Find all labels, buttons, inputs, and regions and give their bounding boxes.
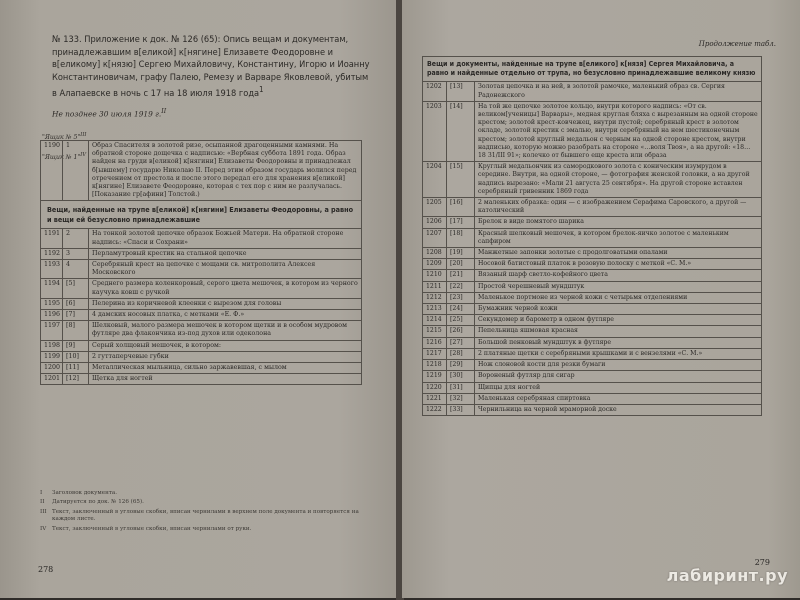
table-row	[423, 404, 762, 415]
table-row	[41, 340, 362, 351]
item-number: 1214	[423, 315, 447, 326]
table-row	[423, 304, 762, 315]
table-row	[423, 371, 762, 382]
item-number: 1197	[41, 321, 63, 340]
left-page	[0, 0, 398, 598]
item-index: [18]	[447, 228, 475, 247]
item-number: 1198	[41, 340, 63, 351]
table-row	[41, 310, 362, 321]
item-index: [8]	[63, 321, 89, 340]
item-number: 1202	[423, 82, 447, 101]
item-index: [13]	[447, 82, 475, 101]
footnote-mark: IV	[40, 525, 47, 532]
item-number: 1208	[423, 248, 447, 259]
table-row	[423, 326, 762, 337]
item-number: 1221	[423, 393, 447, 404]
item-index: [29]	[447, 360, 475, 371]
item-number: 1220	[423, 382, 447, 393]
item-number: 1209	[423, 259, 447, 270]
table-row	[41, 248, 362, 259]
right-page	[402, 0, 800, 598]
right-rows	[423, 82, 762, 416]
item-index: [26]	[447, 326, 475, 337]
table-row	[41, 363, 362, 374]
item-description: Образ Спасителя в золотой ризе, осыпанной драгоценными камнями. На обратной стороне дощечка с надписью: «Вербная суббота 1891 года. Образ найден на груди в[еликой] к[нягини] Елизаветы Феодоровны и принадлежал б[ывшему] государю Николаю II. Перед этим образом государь молился перед отречением от престола и после этого передал его для хранения в[еликой] к[нягине] Елизавете Феодоровне, которая с тех пор с ним не разлучалась. [Показание гр[афини] Толстой.)	[89, 141, 362, 201]
item-number: 1219	[423, 371, 447, 382]
table-row	[423, 248, 762, 259]
item-description: Вязаный шарф светло-кофейного цвета	[475, 270, 762, 281]
table-row	[41, 260, 362, 279]
item-index: [14]	[447, 101, 475, 161]
footnotes	[40, 490, 360, 535]
item-index: [30]	[447, 371, 475, 382]
item-description: Щетка для ногтей	[89, 374, 362, 385]
item-number: 1191	[41, 229, 63, 248]
section-header: Вещи и документы, найденные на трупе в[еликого] к[нязя] Сергея Михайловича, а равно и найденные отдельно от трупа, но безусловно принадлежавшие великому князю	[423, 57, 762, 82]
table-row	[423, 292, 762, 303]
item-index: [27]	[447, 337, 475, 348]
box-label-1: "Ящик № 1"$^{IV}$	[42, 152, 87, 162]
item-description: Золотая цепочка и на ней, в золотой рамочке, маленький образ св. Сергия Радонежского	[475, 82, 762, 101]
section-header-row	[423, 57, 762, 82]
table-row	[423, 101, 762, 161]
item-description: Пелерина из коричневой клеенки с вырезом для головы	[89, 298, 362, 309]
footnote-text: Текст, заключенный в угловые скобки, вписан чернилами от руки.	[52, 525, 252, 532]
item-index: [23]	[447, 292, 475, 303]
item-index: [24]	[447, 304, 475, 315]
table-row	[41, 279, 362, 298]
item-description: 2 гуттаперчевые губки	[89, 351, 362, 362]
item-number: 1196	[41, 310, 63, 321]
table-row	[423, 337, 762, 348]
item-description: Нож слоновой кости для резки бумаги	[475, 360, 762, 371]
item-number: 1192	[41, 248, 63, 259]
item-description: Среднего размера коленкоровый, серого цвета мешочек, в котором из черного каучука ковш с ручкой	[89, 279, 362, 298]
table-row	[423, 382, 762, 393]
item-description: 2 платяные щетки с серебряными крышками и с вензелями «С. М.»	[475, 348, 762, 359]
item-description: 4 дамских носовых платка, с метками «Е. Ф.»	[89, 310, 362, 321]
left-inventory-table	[40, 140, 362, 385]
table-row	[41, 229, 362, 248]
document-title: № 133. Приложение к док. № 126 (65): Опись вещам и документам, принадлежавшим в[еликой] к[нягине] Елизавете Феодоровне и в[еликому] к[нязю] Сергею Михайловичу, Константину, Игорю и Иоанну Константиновичам, графу Палею, Ремезу и Варваре Яковлевой, убитым в Алапаевске в ночь с 17 на 18 июля 1918 года$^1$	[52, 34, 370, 100]
item-description: Большой пенковый мундштук в футляре	[475, 337, 762, 348]
item-description: Брелок в виде помятого шарика	[475, 217, 762, 228]
item-number: 1207	[423, 228, 447, 247]
footnote-mark: I	[40, 490, 43, 496]
item-index: [33]	[447, 404, 475, 415]
item-index: [31]	[447, 382, 475, 393]
table-row	[41, 321, 362, 340]
item-index: [10]	[63, 351, 89, 362]
footnote-mark: II	[40, 499, 45, 506]
item-description: Простой черешневый мундштук	[475, 281, 762, 292]
item-number: 1217	[423, 348, 447, 359]
item-index: [6]	[63, 298, 89, 309]
item-index: [7]	[63, 310, 89, 321]
item-description: Вороненый футляр для сигар	[475, 371, 762, 382]
item-index: [9]	[63, 340, 89, 351]
item-description: Носовой батистовый платок в розовую полоску с меткой «С. М.»	[475, 259, 762, 270]
item-description: На тонкой золотой цепочке образок Божьей Матери. На обратной стороне надпись: «Спаси и Сохрани»	[89, 229, 362, 248]
item-number: 1204	[423, 162, 447, 198]
table-row	[423, 281, 762, 292]
table-row	[423, 198, 762, 217]
box-label-5: "Ящик № 5"$^{III}$	[42, 132, 87, 142]
item-number: 1190	[41, 141, 63, 201]
page-number-left: 278	[38, 565, 54, 574]
item-number: 1194	[41, 279, 63, 298]
section-header-row	[41, 201, 362, 229]
item-index: [20]	[447, 259, 475, 270]
item-number: 1195	[41, 298, 63, 309]
table-row	[423, 270, 762, 281]
item-description: Маленькое портмоне из черной кожи с четырьмя отделениями	[475, 292, 762, 303]
item-description: Серый холщовый мешочек, в котором:	[89, 340, 362, 351]
item-number: 1201	[41, 374, 63, 385]
item-index: [16]	[447, 198, 475, 217]
table-row	[41, 374, 362, 385]
item-description: Щипцы для ногтей	[475, 382, 762, 393]
item-index: [32]	[447, 393, 475, 404]
item-index: 2	[63, 229, 89, 248]
table-row	[423, 228, 762, 247]
item-number: 1193	[41, 260, 63, 279]
footnote	[40, 490, 360, 497]
item-description: Круглый медальончик из самородкового золота с коническим изумрудом в середине. Внутри, на одной стороне, — фотография женской головки, а на другой надпись вырезано: «Мали 21 августа 25 сентября». На другой стороне вставлен серебряный гривенник 1869 года	[475, 162, 762, 198]
item-index: [15]	[447, 162, 475, 198]
running-head: Продолжение табл.	[698, 40, 776, 48]
section-header: Вещи, найденные на трупе в[еликой] к[нягини] Елизаветы Феодоровны, а равно и вещи ей безусловно принадлежавшие	[41, 201, 362, 229]
item-number: 1215	[423, 326, 447, 337]
item-index: [25]	[447, 315, 475, 326]
table-row	[41, 351, 362, 362]
item-description: Перламутровый крестик на стальной цепочке	[89, 248, 362, 259]
item-index: [19]	[447, 248, 475, 259]
item-number: 1199	[41, 351, 63, 362]
table-row	[41, 298, 362, 309]
item-description: На той же цепочке золотое кольцо, внутри которого надпись: «От св. великом[ученицы] Варвары», медная круглая бляха с вырезанным на одной стороне крестом; золотой крест-ковчежец, внутри пустой; серебряный крест в золотом окладе, золотой крестик с эмалью, внутри серебряный на нем шестиконечным крестом; золотой круглый медальон с черным на одной стороне крестом, внутри надписью, которую можно разобрать на стороне «…воля Твоя», а на другой: «18… 18 31/III 91»; колечко от бывшего еще креста или образа	[475, 101, 762, 161]
item-description: Чернильница на черной мраморной доске	[475, 404, 762, 415]
item-number: 1205	[423, 198, 447, 217]
footnote-text: Текст, заключенный в угловые скобки, вписан чернилами в верхнем поле документа и повторяется на каждом листе.	[52, 508, 359, 523]
item-description: Секундомер и барометр в одном футляре	[475, 315, 762, 326]
table-row	[423, 348, 762, 359]
right-inventory-table	[422, 56, 762, 416]
item-description: Металлическая мыльница, сильно заржавевшая, с мылом	[89, 363, 362, 374]
footnote	[40, 499, 360, 506]
item-description: Пепельница яшмовая красная	[475, 326, 762, 337]
table-row	[423, 259, 762, 270]
footnote-text: Датируется по док. № 126 (65).	[52, 499, 144, 506]
item-number: 1206	[423, 217, 447, 228]
item-description: Красный шелковый мешочек, в котором брелок-яичко золотое с маленьким сапфиром	[475, 228, 762, 247]
watermark-logo: лабиринт.ру	[666, 566, 788, 585]
item-description: Маленькая серебряная спиртовка	[475, 393, 762, 404]
item-index: 1	[63, 141, 89, 201]
table-row	[423, 82, 762, 101]
item-number: 1212	[423, 292, 447, 303]
item-description: Бумажник черной кожи	[475, 304, 762, 315]
item-description: Манжетные запонки золотые с продолговатыми опалами	[475, 248, 762, 259]
footnote-mark: III	[40, 508, 47, 515]
item-index: [28]	[447, 348, 475, 359]
footnote	[40, 509, 360, 524]
table-row	[423, 217, 762, 228]
item-number: 1216	[423, 337, 447, 348]
item-index: [17]	[447, 217, 475, 228]
item-number: 1203	[423, 101, 447, 161]
item-index: 3	[63, 248, 89, 259]
document-date: Не позднее 30 июля 1919 г.$^{II}$	[52, 108, 167, 119]
item-index: [5]	[63, 279, 89, 298]
footnote-text: Заголовок документа.	[52, 490, 118, 496]
table-row	[423, 162, 762, 198]
item-description: Шелковый, малого размера мешочек в котором щетки и в особом мудровом футляре два флакончика из-под духов или одеколона	[89, 321, 362, 340]
item-description: Серебряный крест на цепочке с мощами св. митрополита Алексея Московского	[89, 260, 362, 279]
table-row	[423, 393, 762, 404]
item-index: [12]	[63, 374, 89, 385]
footnote	[40, 526, 360, 533]
left-rows	[41, 229, 362, 385]
item-description: 2 маленьких образка: один — с изображением Серафима Саровского, а другой — католический	[475, 198, 762, 217]
table-row	[423, 315, 762, 326]
item-index: [11]	[63, 363, 89, 374]
item-number: 1222	[423, 404, 447, 415]
item-number: 1211	[423, 281, 447, 292]
item-index: [21]	[447, 270, 475, 281]
item-number: 1213	[423, 304, 447, 315]
item-index: [22]	[447, 281, 475, 292]
table-row	[41, 141, 362, 201]
item-index: 4	[63, 260, 89, 279]
item-number: 1218	[423, 360, 447, 371]
table-row	[423, 360, 762, 371]
page-number-right: 279	[754, 558, 770, 567]
item-number: 1210	[423, 270, 447, 281]
item-number: 1200	[41, 363, 63, 374]
